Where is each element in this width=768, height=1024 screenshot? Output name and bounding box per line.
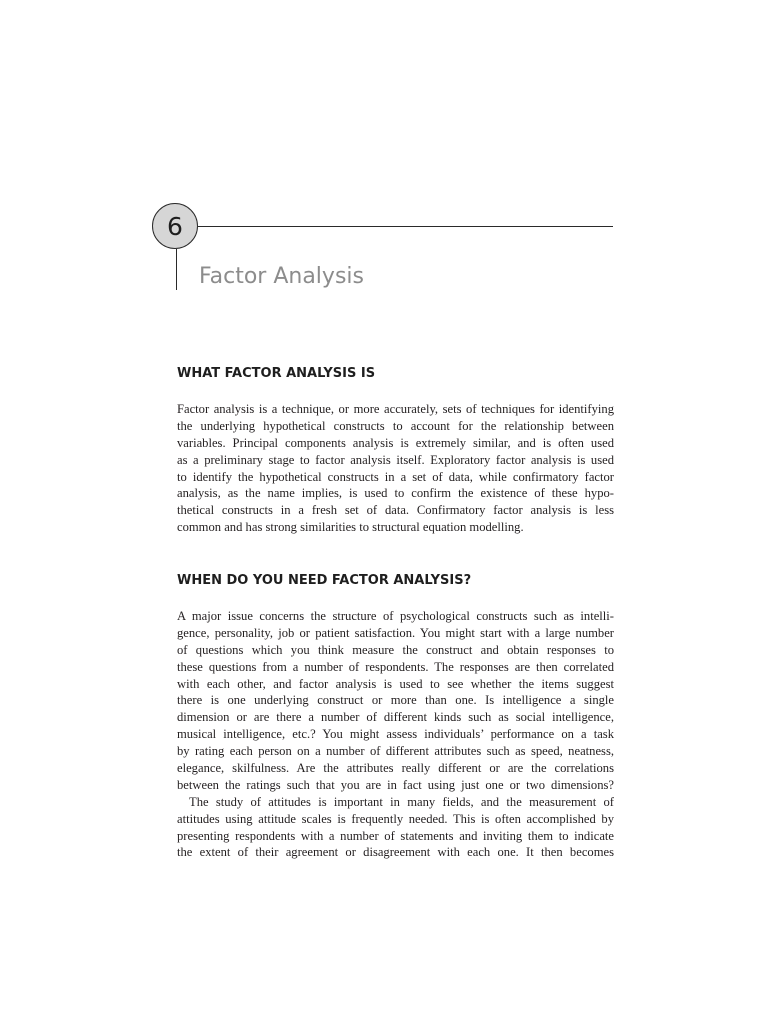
text-line: analysis, as the name implies, is used to confirm the existence of these hypo- — [177, 486, 614, 501]
text-line: presenting respondents with a number of statements and inviting them to indicate — [177, 828, 614, 843]
text-line: by rating each person on a number of different attributes such as speed, neatness, — [177, 744, 614, 759]
text-line: with each other, and factor analysis is used to see whether the items suggest — [177, 676, 614, 691]
chapter-stem-line — [176, 249, 177, 290]
section-body-what — [177, 401, 614, 536]
text-line: elegance, skilfulness. Are the attributes really different or are the correlations — [177, 761, 614, 776]
chapter-header-rule — [198, 226, 613, 227]
text-line: as a preliminary stage to factor analysis itself. Exploratory factor analysis is used — [177, 452, 614, 467]
chapter-title: Factor Analysis — [199, 264, 364, 289]
text-line: these questions from a number of respondents. The responses are then correlated — [177, 659, 614, 674]
text-line: A major issue concerns the structure of psychological constructs such as intelli- — [177, 609, 614, 623]
text-line: the extent of their agreement or disagreement with each one. It then becomes — [177, 845, 614, 860]
section-heading-when: WHEN DO YOU NEED FACTOR ANALYSIS? — [177, 573, 472, 588]
chapter-number-badge — [152, 203, 198, 249]
text-line: of questions which you think measure the construct and obtain responses to — [177, 642, 614, 657]
text-line: to identify the hypothetical constructs in a set of data, while confirmatory factor — [177, 469, 614, 484]
text-line: between the ratings such that you are in fact using just one or two dimensions? — [177, 777, 614, 792]
text-line: there is one underlying construct or more than one. Is intelligence a single — [177, 693, 614, 708]
text-line: dimension or are there a number of different kinds such as social intelligence, — [177, 710, 614, 725]
text-line: thetical constructs in a fresh set of data. Confirmatory factor analysis is less — [177, 503, 614, 518]
text-line: musical intelligence, etc.? You might assess individuals’ performance on a task — [177, 727, 614, 742]
text-line: gence, personality, job or patient satisfaction. You might start with a large number — [177, 625, 614, 640]
text-line: attitudes using attitude scales is frequently needed. This is often accomplished by — [177, 811, 614, 826]
text-line: the underlying hypothetical constructs to account for the relationship between — [177, 418, 614, 433]
text-line: variables. Principal components analysis is extremely similar, and is often used — [177, 435, 614, 450]
text-line: common and has strong similarities to structural equation modelling. — [177, 520, 524, 535]
section-heading-what: WHAT FACTOR ANALYSIS IS — [177, 366, 376, 381]
text-line: Factor analysis is a technique, or more accurately, sets of techniques for identifying — [177, 402, 614, 416]
section-body-when — [177, 608, 614, 861]
text-line: The study of attitudes is important in many fields, and the measurement of — [189, 794, 614, 809]
chapter-number: 6 — [167, 211, 183, 241]
